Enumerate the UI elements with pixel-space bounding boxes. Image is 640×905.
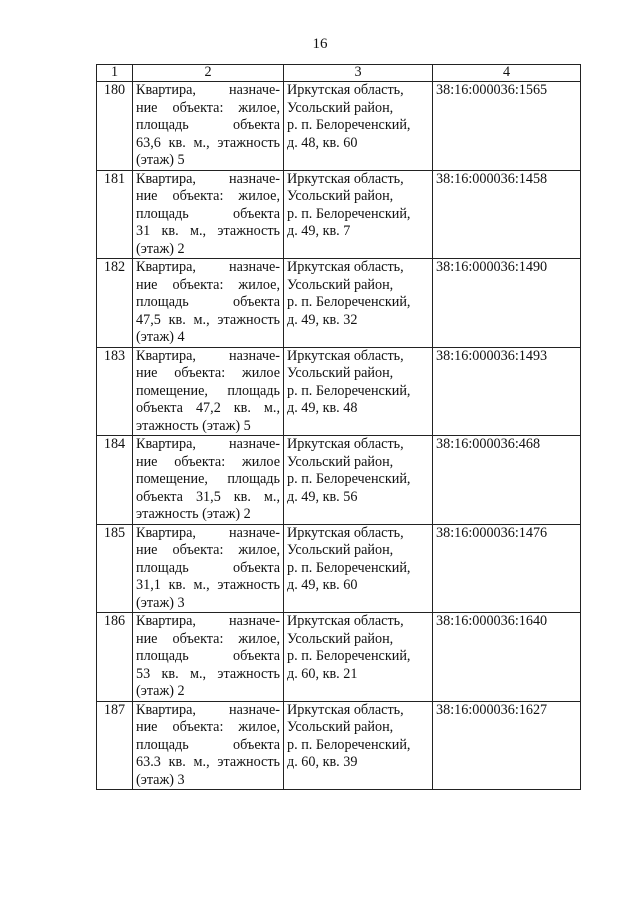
address-cell xyxy=(284,613,433,702)
description-line: ние объекта: жилое xyxy=(136,365,280,381)
row-number-cell: 184 xyxy=(97,436,133,525)
description-line: (этаж) 5 xyxy=(136,152,185,168)
table-body xyxy=(97,82,581,790)
description-line: помещение, площадь xyxy=(136,382,280,399)
address-line: Усольский район, xyxy=(287,188,394,204)
description-line: (этаж) 3 xyxy=(136,594,185,611)
description-line: объекта 31,5 кв. м., xyxy=(136,488,280,505)
address-line: Иркутская область, xyxy=(287,82,404,98)
description-line: Квартира, назначе- xyxy=(136,524,280,541)
description-line: площадь объекта xyxy=(136,205,280,222)
address-line: д. 49, кв. 60 xyxy=(287,577,358,593)
address-line: р. п. Белореченский, xyxy=(287,117,411,133)
address-line: р. п. Белореченский, xyxy=(287,294,411,310)
description-line: ние объекта: жилое, xyxy=(136,99,280,116)
address-line: р. п. Белореченский, xyxy=(287,471,411,487)
address-line: Иркутская область, xyxy=(287,613,404,629)
description-line: 31 кв. м., этажность xyxy=(136,223,280,239)
description-line: ние объекта: жилое xyxy=(136,453,280,470)
address-line: д. 49, кв. 32 xyxy=(287,311,358,328)
description-line: ние объекта: жилое, xyxy=(136,542,280,558)
description-line: (этаж) 3 xyxy=(136,771,185,788)
description-line: 31,1 кв. м., этажность xyxy=(136,577,280,593)
cadastral-number-cell: 38:16:000036:1640 xyxy=(433,613,581,702)
column-header-cadastral: 4 xyxy=(433,65,581,82)
address-line: Усольский район, xyxy=(287,276,394,293)
address-line: д. 49, кв. 7 xyxy=(287,223,351,239)
description-line: Квартира, назначе- xyxy=(136,701,280,718)
table-row xyxy=(97,701,581,790)
description-line: Квартира, назначе- xyxy=(136,82,280,98)
description-line: Квартира, назначе- xyxy=(136,347,280,364)
cadastral-number-cell: 38:16:000036:1565 xyxy=(433,82,581,171)
address-cell xyxy=(284,170,433,259)
address-cell xyxy=(284,436,433,525)
address-line: Иркутская область, xyxy=(287,524,404,541)
row-number-cell: 181 xyxy=(97,170,133,259)
description-line: площадь объекта xyxy=(136,648,280,664)
description-line: (этаж) 2 xyxy=(136,683,185,699)
address-line: р. п. Белореченский, xyxy=(287,205,411,222)
description-line: помещение, площадь xyxy=(136,471,280,487)
cadastral-number-cell: 38:16:000036:1458 xyxy=(433,170,581,259)
table-header-row xyxy=(97,65,581,82)
description-line: Квартира, назначе- xyxy=(136,259,280,275)
row-number-cell: 180 xyxy=(97,82,133,171)
description-line: 53 кв. м., этажность xyxy=(136,665,280,682)
address-cell xyxy=(284,701,433,790)
description-cell xyxy=(133,701,284,790)
description-line: площадь объекта xyxy=(136,559,280,576)
cadastral-number-cell: 38:16:000036:1490 xyxy=(433,259,581,348)
row-number-cell: 182 xyxy=(97,259,133,348)
address-line: д. 49, кв. 56 xyxy=(287,488,358,505)
row-number-cell: 183 xyxy=(97,347,133,436)
address-line: Иркутская область, xyxy=(287,701,404,718)
address-line: Иркутская область, xyxy=(287,436,404,452)
address-cell xyxy=(284,82,433,171)
description-line: 63,6 кв. м., этажность xyxy=(136,134,280,151)
table-row xyxy=(97,524,581,613)
table-row xyxy=(97,170,581,259)
description-line: ние объекта: жилое, xyxy=(136,719,280,735)
address-line: Усольский район, xyxy=(287,719,394,735)
table-row xyxy=(97,613,581,702)
cadastral-number-cell: 38:16:000036:1476 xyxy=(433,524,581,613)
address-line: Усольский район, xyxy=(287,542,394,558)
table-row xyxy=(97,436,581,525)
description-cell xyxy=(133,82,284,171)
description-cell xyxy=(133,524,284,613)
page-number: 16 xyxy=(312,36,328,52)
address-line: Иркутская область, xyxy=(287,170,404,187)
description-cell xyxy=(133,259,284,348)
address-line: р. п. Белореченский, xyxy=(287,736,411,753)
description-line: Квартира, назначе- xyxy=(136,613,280,629)
address-line: Иркутская область, xyxy=(287,259,404,275)
description-line: площадь объекта xyxy=(136,117,280,133)
address-cell xyxy=(284,259,433,348)
description-cell xyxy=(133,613,284,702)
description-line: ние объекта: жилое, xyxy=(136,188,280,204)
description-cell xyxy=(133,170,284,259)
description-line: (этаж) 4 xyxy=(136,329,185,345)
address-line: Усольский район, xyxy=(287,453,394,470)
description-line: 63.3 кв. м., этажность xyxy=(136,754,280,770)
description-line: (этаж) 2 xyxy=(136,240,185,257)
description-line: этажность (этаж) 5 xyxy=(136,417,251,434)
description-line: площадь объекта xyxy=(136,294,280,310)
row-number-cell: 187 xyxy=(97,701,133,790)
property-table xyxy=(96,64,581,790)
address-cell xyxy=(284,347,433,436)
table-row xyxy=(97,347,581,436)
address-cell xyxy=(284,524,433,613)
description-line: этажность (этаж) 2 xyxy=(136,506,251,522)
address-line: Усольский район, xyxy=(287,99,394,116)
description-cell xyxy=(133,347,284,436)
table-row xyxy=(97,82,581,171)
address-line: д. 49, кв. 48 xyxy=(287,400,358,416)
address-line: д. 48, кв. 60 xyxy=(287,134,358,151)
description-line: 47,5 кв. м., этажность xyxy=(136,311,280,328)
description-line: объекта 47,2 кв. м., xyxy=(136,400,280,416)
address-line: р. п. Белореченский, xyxy=(287,648,411,664)
address-line: д. 60, кв. 21 xyxy=(287,665,358,682)
row-number-cell: 186 xyxy=(97,613,133,702)
address-line: р. п. Белореченский, xyxy=(287,382,411,399)
description-line: Квартира, назначе- xyxy=(136,170,280,187)
address-line: Усольский район, xyxy=(287,630,394,647)
description-line: Квартира, назначе- xyxy=(136,436,280,452)
address-line: Усольский район, xyxy=(287,365,394,381)
address-line: д. 60, кв. 39 xyxy=(287,754,358,770)
description-cell xyxy=(133,436,284,525)
description-line: ние объекта: жилое, xyxy=(136,630,280,647)
cadastral-number-cell: 38:16:000036:468 xyxy=(433,436,581,525)
column-header-address: 3 xyxy=(284,65,433,82)
row-number-cell: 185 xyxy=(97,524,133,613)
address-line: Иркутская область, xyxy=(287,347,404,364)
address-line: р. п. Белореченский, xyxy=(287,559,411,576)
column-header-number: 1 xyxy=(97,65,133,82)
cadastral-number-cell: 38:16:000036:1627 xyxy=(433,701,581,790)
table-row xyxy=(97,259,581,348)
description-line: площадь объекта xyxy=(136,736,280,753)
description-line: ние объекта: жилое, xyxy=(136,276,280,293)
cadastral-number-cell: 38:16:000036:1493 xyxy=(433,347,581,436)
column-header-description: 2 xyxy=(133,65,284,82)
